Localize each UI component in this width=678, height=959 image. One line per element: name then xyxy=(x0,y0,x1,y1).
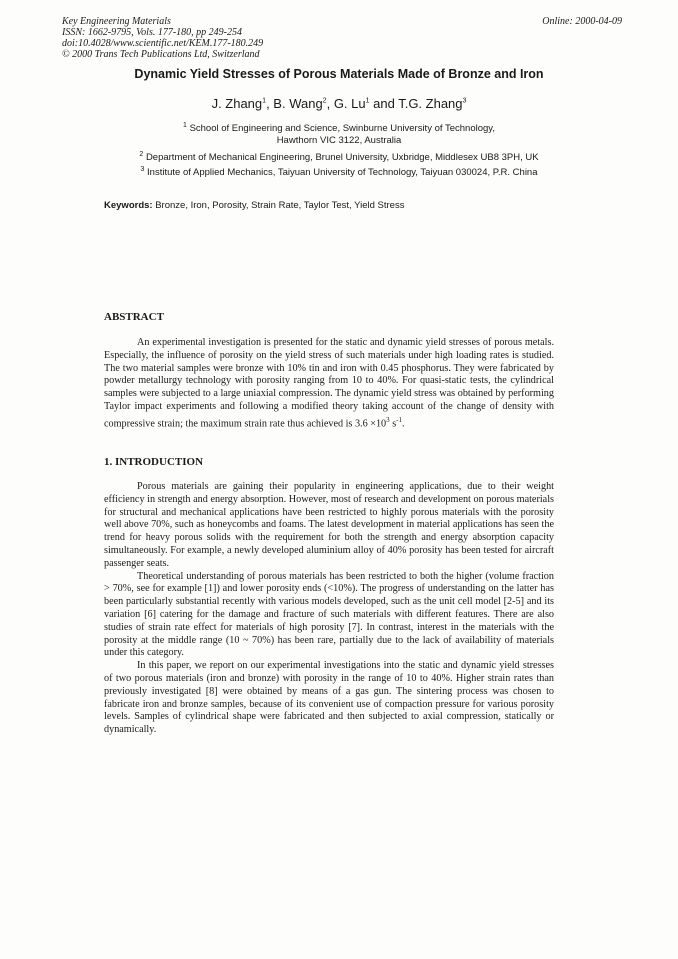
issn-line: ISSN: 1662-9795, Vols. 177-180, pp 249-254 xyxy=(62,27,242,38)
author: T.G. Zhang$^3$ xyxy=(398,96,467,111)
online-date: Online: 2000-04-09 xyxy=(542,16,622,27)
keywords-text: Bronze, Iron, Porosity, Strain Rate, Taylor Test, Yield Stress xyxy=(155,200,405,211)
intro-paragraph-2: Theoretical understanding of porous materials has been restricted to both the higher (volume fraction > 70%, see for example [1]) and lower porosity ends (<10%). The progress of understanding on the latter has been particularly substantial recently with various models developed, such as the unit cell model [2-5] and its variation [6] catering for the damage and fracture of such materials with different features. There are also studies of strain rate effect for materials of high porosity [7]. In contrast, interest in the materials with the porosity at the middle range (10 ~ 70%) has been rare, partially due to the lack of availability of materials under this category. xyxy=(104,570,554,659)
keywords-label: Keywords: xyxy=(104,200,153,211)
affiliation-3: $^3$ Institute of Applied Mechanics, Taiyuan University of Technology, Taiyuan 030024, P.R. China xyxy=(140,165,538,178)
abstract-body: An experimental investigation is presented for the static and dynamic yield stresses of porous metals. Especially, the influence of porosity on the yield stress of such materials under high loading rates is studied. The two material samples were bronze with 10% tin and iron with 0.45 phosphorus. They were fabricated by powder metallurgy technology with porosity ranging from 10 to 40%. For quasi-static tests, the cylindrical samples were subjected to a large uniaxial compression. The dynamic yield stress was obtained by performing Taylor impact experiments and following a modified theory taking account of the change of density with compressive strain; the maximum strain rate thus achieved is $3.6 \times 10^3$ $s^{-1}$. xyxy=(104,337,554,430)
author: J. Zhang$^1$ xyxy=(211,96,267,111)
affiliation-2: $^2$ Department of Mechanical Engineering, Brunel University, Uxbridge, Middlesex UB8 3PH, UK xyxy=(139,150,539,163)
abstract-heading: ABSTRACT xyxy=(104,311,164,323)
affiliation-1: $^1$ School of Engineering and Science, Swinburne University of Technology, Hawthorn VIC 3122, Australia xyxy=(183,121,495,146)
keywords xyxy=(104,200,404,211)
author: G. Lu$^1$ xyxy=(333,96,370,111)
introduction-body xyxy=(104,481,554,737)
introduction-heading: 1. INTRODUCTION xyxy=(104,456,204,468)
journal-header xyxy=(62,16,263,60)
author: B. Wang$^2$ xyxy=(273,96,327,111)
intro-paragraph-3: In this paper, we report on our experimental investigations into the static and dynamic yield stresses of two porous materials (iron and bronze) with porosity in the range of 10 to 40%. Higher strain rates than previously investigated [8] were obtained by means of a gas gun. The sintering process was chosen to fabricate iron and bronze samples, because of its convenient use of compaction pressure for various porosity levels. Samples of cylindrical shape were fabricated and then subjected to axial compression, statically or dynamically. xyxy=(104,660,554,736)
author-list: J. Zhang$^1$, B. Wang$^2$, G. Lu$^1$ and T.G. Zhang$^3$ xyxy=(211,96,467,111)
intro-paragraph-1: Porous materials are gaining their popularity in engineering applications, due to their weight efficiency in strength and energy absorption. However, most of research and development on porous materials for structural and mechanical applications have been restricted to highly porous materials with the porosity well above 70%, such as honeycombs and foams. The latest development in material applications has seen the trend for heavy porous solids with the requirement for both the strength and energy absorption capacity simultaneously. For example, a newly developed aluminium alloy of 40% porosity has been tested for aircraft passenger seats. xyxy=(104,481,554,569)
doi-link[interactable]: doi:10.4028/www.scientific.net/KEM.177-180.249 xyxy=(62,38,264,49)
paper-title: Dynamic Yield Stresses of Porous Materials Made of Bronze and Iron xyxy=(134,67,544,81)
copyright-line: © 2000 Trans Tech Publications Ltd, Switzerland xyxy=(62,49,260,60)
journal-name: Key Engineering Materials xyxy=(62,16,171,27)
